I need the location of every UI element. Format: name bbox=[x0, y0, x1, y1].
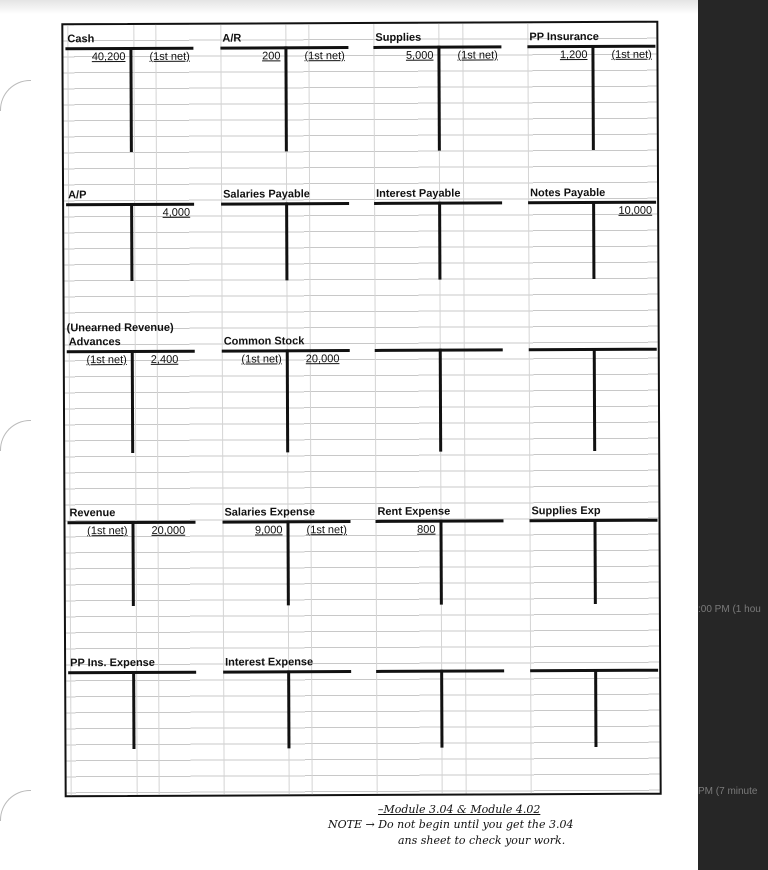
account-title: Interest Payable bbox=[376, 187, 461, 200]
t-account-divider bbox=[592, 201, 595, 279]
account-title: Cash bbox=[67, 33, 95, 46]
t-account-divider bbox=[438, 202, 441, 280]
t-account-divider bbox=[593, 348, 596, 451]
t-account-divider bbox=[131, 521, 134, 606]
t-account-divider bbox=[130, 203, 133, 281]
account-title: Supplies Exp bbox=[531, 504, 601, 518]
instruction-note: NOTE → Do not begin until you get the 3.04 bbox=[328, 818, 574, 831]
t-account-divider bbox=[439, 349, 442, 452]
account-title: A/R bbox=[222, 32, 242, 45]
t-account-divider bbox=[285, 202, 288, 280]
grid-line bbox=[373, 24, 377, 794]
credit-value: 2,400 bbox=[150, 353, 179, 366]
viewer-top-bar bbox=[0, 0, 698, 14]
t-account-divider bbox=[129, 47, 132, 152]
account-title: PP Ins. Expense bbox=[70, 656, 155, 670]
debit-value: 40,200 bbox=[91, 51, 126, 64]
module-note: –Module 3.04 & Module 4.02 bbox=[378, 803, 541, 816]
account-title: Rent Expense bbox=[377, 505, 451, 518]
account-title: Advances bbox=[68, 336, 121, 349]
credit-value: (1st net) bbox=[306, 524, 347, 537]
account-title: PP Insurance bbox=[529, 30, 599, 44]
account-title: Interest Expense bbox=[225, 656, 314, 669]
grid-line bbox=[462, 24, 466, 794]
t-account-divider bbox=[593, 519, 596, 604]
account-title: Common Stock bbox=[223, 335, 305, 348]
debit-value: (1st net) bbox=[86, 354, 127, 367]
margin-mark bbox=[0, 80, 31, 111]
debit-value: 9,000 bbox=[254, 524, 283, 537]
account-title: A/P bbox=[68, 189, 87, 202]
side-panel bbox=[698, 0, 768, 870]
t-account-divider bbox=[594, 669, 597, 747]
debit-value: 200 bbox=[262, 50, 281, 63]
debit-value: 1,200 bbox=[559, 49, 588, 62]
t-account-divider bbox=[287, 670, 290, 748]
grid-line bbox=[155, 25, 159, 795]
time-label: :00 PM (1 hou bbox=[698, 604, 761, 615]
debit-value: (1st net) bbox=[241, 353, 282, 366]
grid-line bbox=[527, 23, 531, 793]
credit-value: (1st net) bbox=[304, 50, 345, 63]
grid-line bbox=[308, 24, 312, 794]
t-account-divider bbox=[132, 671, 135, 749]
t-account-divider bbox=[286, 349, 289, 452]
t-account-divider bbox=[286, 520, 289, 605]
t-account-divider bbox=[131, 350, 134, 453]
credit-value: 20,000 bbox=[305, 353, 340, 366]
account-title: Revenue bbox=[69, 507, 116, 520]
credit-value: 4,000 bbox=[162, 206, 191, 219]
t-account-divider bbox=[591, 45, 594, 150]
credit-value: 20,000 bbox=[151, 524, 186, 537]
account-title: Salaries Payable bbox=[223, 188, 310, 201]
t-account-divider bbox=[437, 46, 440, 151]
grid-line bbox=[67, 25, 71, 795]
t-account-divider bbox=[439, 520, 442, 605]
credit-value: (1st net) bbox=[457, 49, 498, 62]
account-title: Salaries Expense bbox=[224, 506, 315, 519]
margin-mark bbox=[0, 790, 31, 821]
debit-value: (1st net) bbox=[87, 525, 128, 538]
debit-value: 800 bbox=[417, 523, 436, 536]
account-subtitle: (Unearned Revenue) bbox=[66, 321, 174, 335]
margin-mark bbox=[0, 420, 31, 451]
t-account-divider bbox=[440, 670, 443, 748]
instruction-note-cont: ans sheet to check your work. bbox=[398, 834, 566, 847]
credit-value: 10,000 bbox=[618, 204, 653, 217]
grid-line bbox=[220, 25, 224, 795]
debit-value: 5,000 bbox=[405, 49, 434, 62]
credit-value: (1st net) bbox=[149, 50, 190, 63]
t-account-divider bbox=[284, 46, 287, 151]
account-title: Supplies bbox=[375, 31, 422, 44]
credit-value: (1st net) bbox=[611, 48, 652, 61]
account-title: Notes Payable bbox=[530, 186, 606, 200]
t-account-worksheet bbox=[61, 21, 661, 798]
time-label: PM (7 minute bbox=[698, 786, 758, 797]
